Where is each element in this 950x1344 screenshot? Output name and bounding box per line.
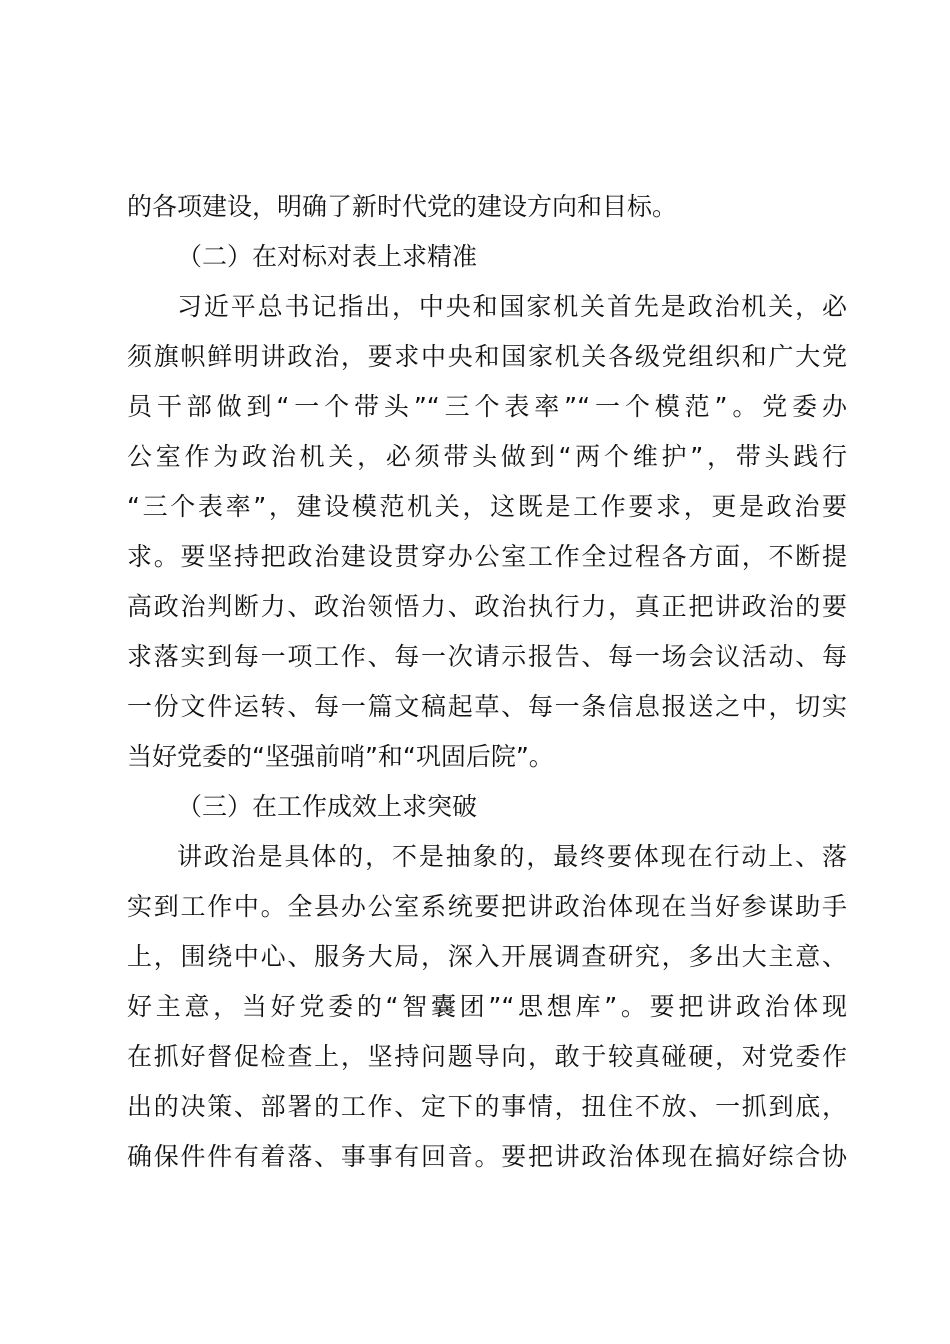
paragraph-line: 实到工作中。全县办公室系统要把讲政治体现在当好参谋助手 (127, 892, 847, 921)
paragraph-line: 求。要坚持把政治建设贯穿办公室工作全过程各方面，不断提 (127, 542, 847, 571)
paragraph-line: 一份文件运转、每一篇文稿起草、每一条信息报送之中，切实 (127, 692, 847, 721)
paragraph-line: 确保件件有着落、事事有回音。要把讲政治体现在搞好综合协 (127, 1142, 847, 1171)
paragraph-line: 求落实到每一项工作、每一次请示报告、每一场会议活动、每 (127, 642, 847, 671)
paragraph-line: 好主意，当好党委的“智囊团”“思想库”。要把讲政治体现 (127, 992, 847, 1021)
paragraph-line: 上，围绕中心、服务大局，深入开展调查研究，多出大主意、 (127, 942, 847, 971)
section-heading-2: （二）在对标对表上求精准 (177, 242, 478, 271)
paragraph-line: 在抓好督促检查上，坚持问题导向，敢于较真碰硬，对党委作 (127, 1042, 847, 1071)
section-heading-3: （三）在工作成效上求突破 (177, 792, 478, 821)
paragraph-line: 的各项建设，明确了新时代党的建设方向和目标。 (127, 192, 678, 221)
document-body (127, 182, 847, 1182)
paragraph-line: 讲政治是具体的，不是抽象的，最终要体现在行动上、落 (177, 842, 847, 871)
paragraph-line: 须旗帜鲜明讲政治，要求中央和国家机关各级党组织和广大党 (127, 342, 847, 371)
paragraph-line: 公室作为政治机关，必须带头做到“两个维护”，带头践行 (127, 442, 847, 471)
paragraph-line: 习近平总书记指出，中央和国家机关首先是政治机关，必 (177, 292, 847, 321)
paragraph-line: “三个表率”，建设模范机关，这既是工作要求，更是政治要 (127, 492, 847, 521)
paragraph-line: 当好党委的“坚强前哨”和“巩固后院”。 (127, 742, 554, 771)
paragraph-line: 出的决策、部署的工作、定下的事情，扭住不放、一抓到底， (127, 1092, 847, 1121)
paragraph-line: 高政治判断力、政治领悟力、政治执行力，真正把讲政治的要 (127, 592, 847, 621)
paragraph-line: 员干部做到“一个带头”“三个表率”“一个模范”。党委办 (127, 392, 847, 421)
